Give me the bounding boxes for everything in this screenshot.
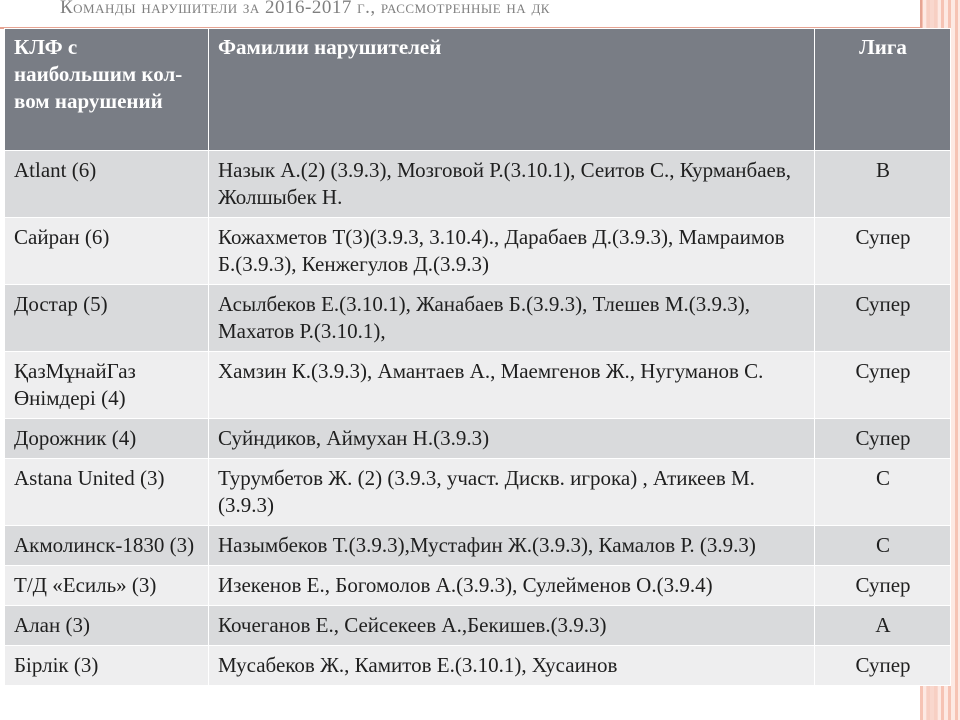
- club-cell: Алан (3): [5, 606, 209, 646]
- table-row: [5, 459, 951, 526]
- violators-cell: Назык А.(2) (3.9.3), Мозговой Р.(3.10.1), Сеитов С., Курманбаев, Жолшыбек Н.: [209, 151, 815, 218]
- league-cell: Супер: [815, 285, 951, 352]
- league-cell: С: [815, 526, 951, 566]
- table-row: [5, 285, 951, 352]
- table-row: [5, 218, 951, 285]
- violators-cell: Хамзин К.(3.9.3), Амантаев А., Маемгенов Ж., Нугуманов С.: [209, 352, 815, 419]
- header-violators: Фамилии нарушителей: [209, 29, 815, 151]
- header-club: КЛФ с наибольшим кол-вом нарушений: [5, 29, 209, 151]
- table-row: [5, 646, 951, 686]
- club-cell: Сайран (6): [5, 218, 209, 285]
- violators-cell: Турумбетов Ж. (2) (3.9.3, участ. Дискв. игрока) , Атикеев М.(3.9.3): [209, 459, 815, 526]
- table-header-row: [5, 29, 951, 151]
- league-cell: С: [815, 459, 951, 526]
- club-cell: Дорожник (4): [5, 419, 209, 459]
- table-row: [5, 606, 951, 646]
- club-cell: ҚазМұнайГаз Өнімдері (4): [5, 352, 209, 419]
- violators-cell: Изекенов Е., Богомолов А.(3.9.3), Сулейменов О.(3.9.4): [209, 566, 815, 606]
- violators-cell: Кожахметов Т(3)(3.9.3, 3.10.4)., Дарабаев Д.(3.9.3), Мамраимов Б.(3.9.3), Кенжегулов Д.(3.9.3): [209, 218, 815, 285]
- club-cell: Бірлік (3): [5, 646, 209, 686]
- club-cell: Т/Д «Есиль» (3): [5, 566, 209, 606]
- league-cell: Супер: [815, 352, 951, 419]
- table-row: [5, 566, 951, 606]
- club-cell: Достар (5): [5, 285, 209, 352]
- header-league: Лига: [815, 29, 951, 151]
- violators-cell: Мусабеков Ж., Камитов Е.(3.10.1), Хусаинов: [209, 646, 815, 686]
- violators-table: [4, 28, 951, 686]
- league-cell: В: [815, 151, 951, 218]
- violators-cell: Суйндиков, Аймухан Н.(3.9.3): [209, 419, 815, 459]
- league-cell: Супер: [815, 419, 951, 459]
- club-cell: Astana United (3): [5, 459, 209, 526]
- violators-cell: Назымбеков Т.(3.9.3),Мустафин Ж.(3.9.3), Камалов Р. (3.9.3): [209, 526, 815, 566]
- title-bar: [0, 0, 922, 29]
- table-row: [5, 526, 951, 566]
- violators-table-container: [4, 28, 950, 686]
- table-row: [5, 419, 951, 459]
- league-cell: Супер: [815, 566, 951, 606]
- club-cell: Atlant (6): [5, 151, 209, 218]
- slide-title: Команды нарушители за 2016-2017 г., рассмотренные на дк: [60, 0, 550, 18]
- league-cell: Супер: [815, 646, 951, 686]
- violators-cell: Асылбеков Е.(3.10.1), Жанабаев Б.(3.9.3), Тлешев М.(3.9.3), Махатов Р.(3.10.1),: [209, 285, 815, 352]
- league-cell: А: [815, 606, 951, 646]
- club-cell: Акмолинск-1830 (3): [5, 526, 209, 566]
- league-cell: Супер: [815, 218, 951, 285]
- table-row: [5, 151, 951, 218]
- table-row: [5, 352, 951, 419]
- violators-cell: Кочеганов Е., Сейсекеев А.,Бекишев.(3.9.3): [209, 606, 815, 646]
